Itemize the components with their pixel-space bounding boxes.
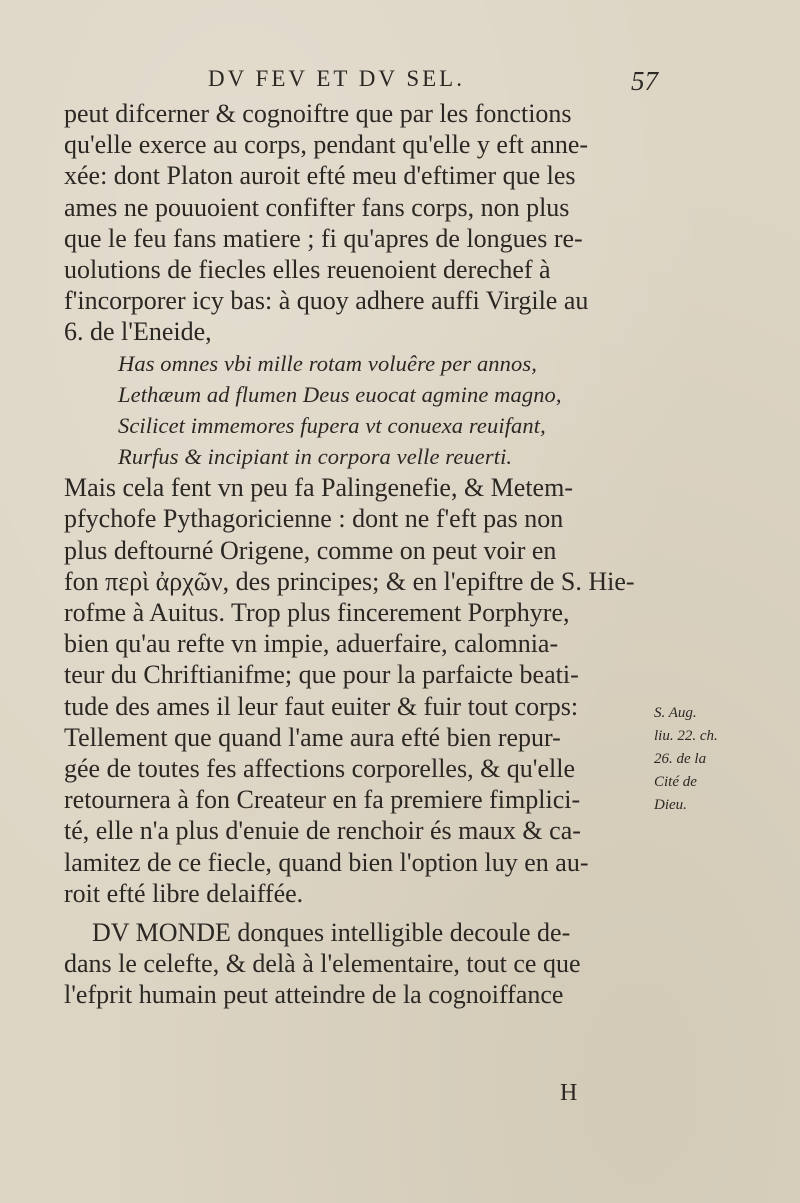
text-line: 6. de l'Eneide, [64,317,212,347]
text-line: rofme à Auitus. Trop plus fincerement Porphyre, [64,598,570,627]
paragraph-gap [64,909,664,917]
running-head [208,66,658,102]
margin-note-line: Dieu. [654,797,687,813]
text-line: DV MONDE donques intelligible decoule de- [92,917,571,947]
text-line: qu'elle exerce au corps, pendant qu'elle y eft anne- [64,130,589,160]
text-line: Mais cela fent vn peu fa Palingenefie, & Metem- [64,473,573,503]
main-text [64,98,664,1010]
verse-line: Scilicet immemores fupera vt conuexa reuifant, [118,412,546,438]
text-line: Tellement que quand l'ame aura efté bien repur- [64,722,561,752]
margin-note-line: Cité de [654,774,697,790]
text-line: té, elle n'a plus d'enuie de renchoir és maux & ca- [64,816,581,846]
text-line: lamitez de ce fiecle, quand bien l'option luy en au- [64,847,589,877]
text-line: f'incorporer icy bas: à quoy adhere auffi Virgile au [64,286,589,316]
text-line: gée de toutes fes affections corporelles, & qu'elle [64,753,576,783]
text-line: uolutions de fiecles elles reuenoient derechef à [64,254,551,284]
text-line: l'efprit humain peut atteindre de la cognoiffance [64,980,564,1010]
margin-note-line: liu. 22. ch. [654,728,718,744]
text-line: xée: dont Platon auroit efté meu d'eftimer que les [64,161,576,191]
text-line: bien qu'au refte vn impie, aduerfaire, calomnia- [64,629,559,659]
text-line: roit efté libre delaiffée. [64,878,304,908]
margin-note-line: 26. de la [654,751,707,767]
margin-note [654,702,794,817]
text-line: retournera à fon Createur en fa premiere fimplici- [64,785,581,815]
catchword: H [560,1080,578,1106]
text-line: peut difcerner & cognoiftre que par les fonctions [64,99,572,128]
margin-note-line: S. Aug. [654,705,697,721]
text-line: dans le celefte, & delà à l'elementaire, tout ce que [64,949,581,979]
verse-line: Lethæum ad flumen Deus euocat agmine magno, [118,381,562,407]
running-title: DV FEV ET DV SEL. [208,66,465,91]
page-number: 57 [631,66,658,96]
text-line: plus deftourné Origene, comme on peut voir en [64,535,557,565]
text-line: tude des ames il leur faut euiter & fuir tout corps: [64,691,579,721]
text-line: fon περὶ ἀρχῶν, des principes; & en l'epiftre de S. Hie- [64,566,635,596]
verse-line: Has omnes vbi mille rotam voluêre per annos, [118,350,537,376]
text-line: que le feu fans matiere ; fi qu'apres de longues re- [64,223,583,253]
verse-line: Rurfus & incipiant in corpora velle reuerti. [118,444,513,470]
text-line: pfychofe Pythagoricienne : dont ne f'eft pas non [64,504,564,534]
text-line: teur du Chriftianifme; que pour la parfaicte beati- [64,660,579,690]
text-line: ames ne pouuoient confifter fans corps, non plus [64,192,570,222]
